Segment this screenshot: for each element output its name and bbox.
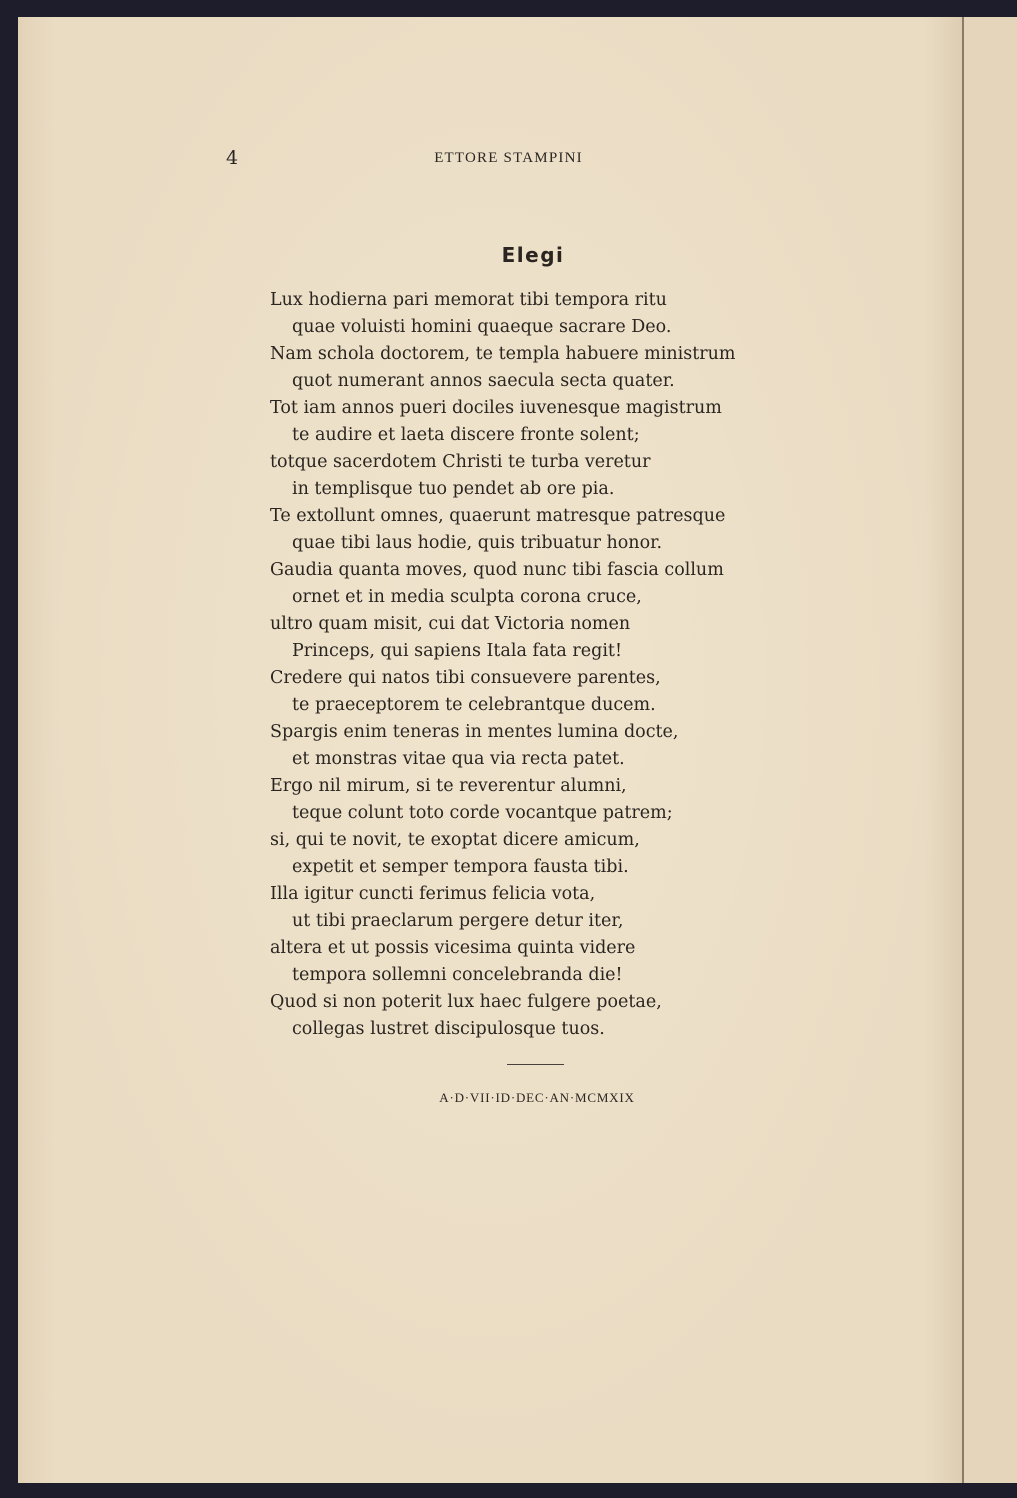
- poem-line: ornet et in media sculpta corona cruce,: [292, 587, 642, 607]
- poem-title: Elegi: [501, 243, 565, 267]
- poem-line: Gaudia quanta moves, quod nunc tibi fascia collum: [270, 560, 724, 580]
- poem-line: Te extollunt omnes, quaerunt matresque patresque: [270, 506, 726, 526]
- dateline: A·D·VII·ID·DEC·AN·MCMXIX: [439, 1090, 635, 1105]
- poem-line: quot numerant annos saecula secta quater.: [292, 371, 675, 391]
- poem-line: collegas lustret discipulosque tuos.: [292, 1019, 605, 1039]
- poem-line: ultro quam misit, cui dat Victoria nomen: [270, 614, 631, 634]
- poem-line: teque colunt toto corde vocantque patrem;: [292, 803, 673, 823]
- poem-line: te audire et laeta discere fronte solent;: [292, 425, 640, 445]
- poem-line: Quod si non poterit lux haec fulgere poetae,: [270, 992, 662, 1012]
- running-head: ETTORE STAMPINI: [434, 150, 583, 166]
- poem-line: totque sacerdotem Christi te turba veretur: [270, 452, 651, 472]
- poem-line: Lux hodierna pari memorat tibi tempora ritu: [270, 290, 667, 310]
- poem-line: ut tibi praeclarum pergere detur iter,: [292, 911, 624, 931]
- poem-line: si, qui te novit, te exoptat dicere amicum,: [270, 830, 640, 850]
- poem-line: quae tibi laus hodie, quis tribuatur honor.: [292, 533, 663, 553]
- poem-line: Spargis enim teneras in mentes lumina docte,: [270, 722, 679, 742]
- poem-line: expetit et semper tempora fausta tibi.: [292, 857, 629, 877]
- adjacent-page-edge: [962, 17, 1017, 1483]
- poem-line: in templisque tuo pendet ab ore pia.: [292, 479, 615, 499]
- separator-rule: [507, 1064, 564, 1065]
- poem-line: tempora sollemni concelebranda die!: [292, 965, 623, 985]
- poem-line: Credere qui natos tibi consuevere parentes,: [270, 668, 661, 688]
- poem-line: Illa igitur cuncti ferimus felicia vota,: [270, 884, 596, 904]
- poem-line: quae voluisti homini quaeque sacrare Deo.: [292, 317, 672, 337]
- poem-line: Princeps, qui sapiens Itala fata regit!: [292, 641, 622, 661]
- poem-line: Tot iam annos pueri dociles iuvenesque magistrum: [270, 398, 722, 418]
- poem-line: altera et ut possis vicesima quinta videre: [270, 938, 636, 958]
- poem-body: [270, 287, 830, 1043]
- poem-line: Ergo nil mirum, si te reverentur alumni,: [270, 776, 627, 796]
- poem-line: et monstras vitae qua via recta patet.: [292, 749, 625, 769]
- poem-line: te praeceptorem te celebrantque ducem.: [292, 695, 656, 715]
- page-number: 4: [226, 147, 239, 169]
- poem-line: Nam schola doctorem, te templa habuere ministrum: [270, 344, 736, 364]
